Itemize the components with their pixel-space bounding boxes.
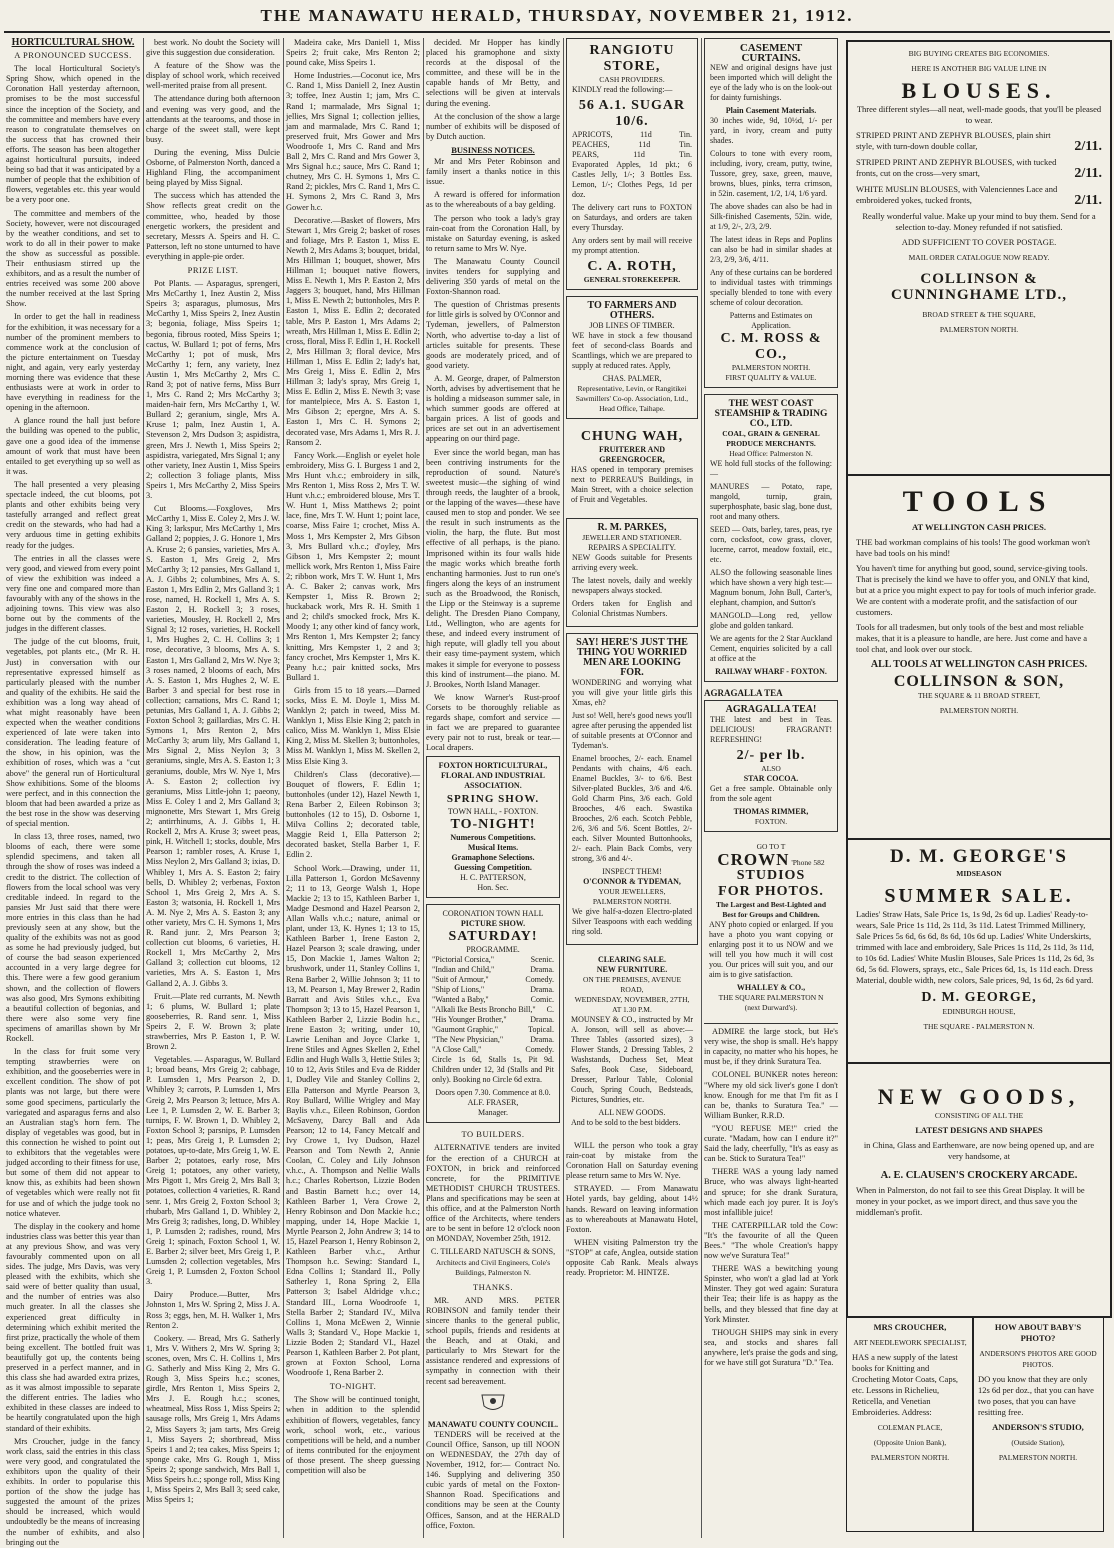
ad-line: Numerous Competitions. bbox=[450, 833, 536, 843]
agragalla-tea-ad bbox=[704, 700, 838, 832]
ad-signature: ALF. FRASER, bbox=[467, 1098, 519, 1108]
ad-subtitle: CASH PROVIDERS. bbox=[599, 75, 665, 84]
ad-paragraph: Evaporated Apples, 1d pkt.; 6 Castles Jelly, 1/-; 3 Bottles Ess. Lemon, 1/-; Clothes Pegs, 1d per doz. bbox=[572, 160, 692, 199]
ad-headline: 56 A.1. SUGAR 10/6. bbox=[578, 98, 686, 129]
programme-title: "The New Physician," bbox=[432, 1035, 504, 1045]
ad-signature: THOMAS RIMMER, bbox=[733, 807, 809, 817]
ad-line: Patterns and Estimates on Application. bbox=[729, 311, 813, 330]
ad-line: BROAD STREET & THE SQUARE, bbox=[922, 310, 1036, 319]
blouse-price: 2/11. bbox=[1074, 139, 1102, 154]
ad-paragraph: WE hold full stocks of the following:— bbox=[710, 459, 832, 478]
ad-title: CLEARING SALE. bbox=[597, 955, 666, 964]
ad-title: D. M. GEORGE'S bbox=[890, 846, 1068, 867]
ad-signature: WHALLEY & CO., bbox=[736, 983, 806, 993]
programme-kind: Drama. bbox=[530, 1035, 554, 1045]
article-paragraph: The local Horticultural Society's Spring Show, which opened in the Coronation Hall yesterday afternoon, promises to be the most successful since the inception of the Society, and the committee and members have every reason to congratulate themselves on the success that has crowned their efforts. The season has been altogether against horticultural pursuits, indeed being so bad that it was anticipated by a number of people that the exhibition of flowers, vegetables etc. this year would be a very poor one. bbox=[6, 64, 140, 205]
column-4 bbox=[426, 38, 560, 1538]
croucher-ad bbox=[846, 1316, 974, 1532]
article-paragraph: The judge of the cut blooms, fruit, vegetables, pot plants etc., (Mr R. H. Just) in conversation with our representative expressed himself as particularly pleased with the number and quality of the exhibits. He said the exhibition was a long way ahead of what might reasonably have been expected when the weather conditions experienced of late were taken into consideration. The leading feature of the show, in his opinion, was the exhibition of roses, which was a "cut above" the general run of Horticultural Show exhibitions. Some of the blooms were perfect, and in this connection the bloom that had been awarded a prize as the best rose in the show was deserving of special mention. bbox=[6, 637, 140, 829]
ad-title: NEW GOODS, bbox=[877, 1084, 1081, 1109]
article-paragraph: decided. Mr Hopper has kindly placed his gramophone and sixty records at the disposal of the committee, and these will be in the capable hands of Mr Betty, and selections will be given at intervals during the evening. bbox=[426, 38, 560, 108]
article-paragraph: At the conclusion of the show a large number of exhibits will be disposed of by Dutch auction. bbox=[426, 111, 560, 141]
tonight-heading: TO-NIGHT. bbox=[329, 1381, 377, 1392]
ad-paragraph: MANURES — Potato, rape, mangold, turnip, grain, superphosphate, basic slag, bone dust, root and many others. bbox=[710, 482, 832, 521]
blouse-price: 2/11. bbox=[1074, 193, 1102, 208]
programme-kind: Comic. bbox=[530, 995, 554, 1005]
programme-kind: Drama. bbox=[530, 1015, 554, 1025]
suratura-ads bbox=[704, 1023, 838, 1368]
ad-line: (Opposite Union Bank), bbox=[873, 1438, 947, 1447]
programme-kind: Comedy. bbox=[525, 975, 554, 985]
price-unit: Tin. bbox=[679, 130, 692, 139]
programme-list bbox=[432, 955, 554, 1055]
programme-title: "Indian and Child," bbox=[432, 965, 495, 975]
ad-signature: C. A. ROTH, bbox=[587, 259, 677, 274]
ad-signature: COLLINSON & SON, bbox=[893, 673, 1065, 690]
article-paragraph: The attendance during both afternoon and evening was very good, and the attendants at the tearooms, and those in charge of the sweet stall, were kept busy. bbox=[146, 94, 280, 144]
column-6 bbox=[704, 38, 838, 1538]
business-notices-heading: BUSINESS NOTICES. bbox=[451, 144, 535, 155]
programme-kind: C. bbox=[546, 1005, 554, 1015]
article-paragraph: Girls from 15 to 18 years.—Darned socks, Miss E. M. Doyle 1, Miss M. Wanklyn 2; patch in tweed, Miss M. Wanklyn 1, Miss Elsie King 2; patch in calico, Miss M. Wanklyn 1, Miss Elsie King 2, Miss M. Skellen 3; buttonholes, Miss M. Wanklyn 1, Miss M. Skellen 2, Miss Elsie King 3. bbox=[286, 685, 420, 766]
notice-paragraph: WILL the person who took a gray rain-coat by mistake from the Coronation Hall on Saturday evening please return same to Mrs W. Nye. bbox=[566, 1141, 698, 1181]
ad-line: THE SQUARE & 11 BROAD STREET, bbox=[917, 691, 1041, 700]
notice-paragraph: We know Warner's Rust-proof Corsets to be thoroughly reliable as regards shape, comfort and service — in fact we are prepared to guarantee every pair not to rust, break or tear.—Local drapers. bbox=[426, 692, 560, 753]
ad-line: Doors open 7.30. Commence at 8.0. bbox=[435, 1088, 551, 1098]
ad-line: THE SQUARE PALMERSTON N bbox=[718, 993, 824, 1003]
article-paragraph: Vegetables. — Asparagus, W. Bullard 1; broad beans, Mrs Greig 2; cabbage, P. Lumsden 1, Mrs Pearson 2, D. Whibley 3; carrots, P. Lumsden 1, Mrs Greig 2, Mrs Pearson 3; lettuce, Mrs A. Lee 1, P. Lumsden 2, W. E. Barber 3; turnips, F. W. Brown 1, D. Whibley 2, Foxton School 3; parsnips, P. Lumsden 1; peas, Mrs Greig 1, P. Lumsden 2; potatoes, up-to-date, Mrs Greig 1, W. E. Barber 2; potatoes, early rose, Mrs Greig 1; potatoes, any other variety, Mrs Pigott 1, Mrs Greig 2, Mrs Ball 3; potatoes, collection 4 varieties, R. Rand senr. 1, Mrs Greig 2, Foxton School 3; rhubarb, Mrs Galland 1, D. Whibley 2, Mrs Greig 3; radishes, long, D. Whibley 1, P. Lumsden 2; radishes, round, Mrs Greig 1; spinach, Foxton School 1, W. E. Barber 2; silver beet, Mrs Greig 1, P. Lumsden 2; collection vegetables, Mrs Greig 1, P. Lumsden 2, Foxton School 3. bbox=[146, 1055, 280, 1287]
programme-title: "A Close Call," bbox=[432, 1045, 482, 1055]
ad-line: GO TO T bbox=[756, 842, 786, 852]
article-paragraph: Fancy Work.—English or eyelet hole embroidery, Miss G. I. Burgess 1 and 2, Mrs Hunt v.h.c.; embroidery in silk, Mrs Renton 1, Miss Ross 2, Mrs T. W. Hunt v.h.c.; embroidered blouse, Mrs T. W. Hunt 1, Miss Matthews 2; point lace, fine, Mrs T. W. Hunt 1; point lace, coarse, Miss Faire 1; crochet, Miss A. Moss 1, Mrs Kempster 2, Mrs Gibson 3, Mrs Bullard v.h.c.; d'oyley, Mrs Gibson 1, Mrs Kempster 2; mount mellick work, Mrs Renton 1, Miss Faire 2; ribbon work, Mrs T. W. Hunt 1, Mrs A. C. Baker 2; canvas work, Mrs Kempster 1, Miss R. Brown 2; huckaback work, Mrs R. H. Smith 1 and 2; child's smocked frock, Mrs K. Moody 1; any other kind of fancy work, Mrs Renton 1, Mrs Kempster 2; fancy knitting, Mrs Kempster 1, 2 and 3; fancy crochet, Mrs Kempster 1, Mrs K. Peany h.c.; pair knitted socks, Mrs Bullard 1. bbox=[286, 450, 420, 682]
programme-item bbox=[432, 1045, 554, 1055]
ad-paragraph: DO you know that they are only 12s 6d per doz., that you can have two poses, that you can have resitting free. bbox=[978, 1374, 1094, 1417]
notice-paragraph: THERE WAS a bewitching young Spinster, who won't a glad lad at York Minster. They got wed again: Suratura their Tea; their life is as happy as the bells, and they blessed that fine day at York Minster. bbox=[704, 1264, 838, 1324]
programme-title: "Pictorial Corsica," bbox=[432, 955, 495, 965]
price-name: PEACHES, bbox=[572, 140, 610, 149]
notice-paragraph: Ever since the world began, man has been contriving instruments for the reproduction of sound. Nature's sweetest music—the sighing of wind through reeds, the laughter of a brook, or the lapping of the waves—these have caused men to stop and ponder. We see the result in such instruments as the violin, the harp, the flute. But most effective of all perhaps, is the piano. Imprisoned within its four walls hide the magic works which breathe forth enchanting harmonies. Just to run one's fingers along the keys of an instrument such as the Broadwood, the Ronisch, the Lipp or the Steinway is a supreme delight. The Dresden Piano Company, Ltd., Wellington, who are agents for these, and indeed every instrument of high repute, will gladly tell you about their easy time-payment system, which makes it simple for everyone to possess this kind of instrument—the piano. M. J. Brookes, North Island Manager. bbox=[426, 447, 560, 689]
blouse-description: STRIPED PRINT AND ZEPHYR BLOUSES, with tucked fronts, cut on the cross—very smart, bbox=[856, 157, 1057, 178]
notice-paragraph: COLONEL BUNKER notes hereon: "Where my old sick liver's gone I don't know. Enough for me that I'm fit as I can be, thanks to Suratura Tea." — William Bunker, R.R.D. bbox=[704, 1070, 838, 1120]
crown-studios-ad bbox=[704, 838, 838, 1017]
article-paragraph: Decorative.—Basket of flowers, Mrs Stewart 1, Mrs Greig 2; basket of roses and foliage, Mrs P. Easton 1, Miss E. Newth 2, Mrs Adams 3; bouquet, bridal, Mrs Hillman 1; bouquet, shower, Mrs Hillman 1; bouquet native flowers, Miss E. Newth 1, Mrs P. Easton 2, Mrs Jaggers 3; bouquet, hand, Mrs Hillman 1, Miss E. Newth 2; buttonholes, Mrs P. Easton 1, Miss E. Edlin 2; decorated table, Mrs P. Easton 1, Mrs Adams 2; wreath, Mrs Hillman 1, Miss E. Edlin 2; cross, floral, Miss F. Edlin 1, H. Rockell 2, Mrs Hillman 3; floral device, Mrs Hillman 1, Miss E. Edlin 2; lady's hat, Mrs Greig 1, Miss E. Edlin 2, Mrs Hillman 3; lady's spray, Mrs Greig 1, Miss E. Edlin 2, Miss E. Newth 3; vase for mantelpiece, Mrs A. S. Easton 1, Mrs Gibson 2; epergne, Mrs A. S. Easton 1, Mrs C. H. Symons 2; decorated vase, Mrs Adams 1, Mrs R. J. Ransom 2. bbox=[286, 215, 420, 447]
programme-item bbox=[432, 955, 554, 965]
ad-line: BIG BUYING CREATES BIG ECONOMIES. bbox=[908, 49, 1050, 58]
column-5 bbox=[566, 38, 698, 1538]
article-paragraph: The display in the cookery and home industries class was better this year than at any previous Show, and was very favourably commented upon on all sides. The judge, Mrs Davis, was very pleased with the exhibits, which she said were of better quality than usual, and the number of entries was also much greater. In all the classes she experienced great difficulty in determining which exhibit merited the first prize, practically the whole of them being excellent. The bottled fruit was beautifully got up, the contents being preserved in a perfect manner, and in this class she had awarded extra prizes, as it was almost impossible to separate the different entries. The ladies who exhibited in these classes are indeed to be heartily congratulated upon the high standard of their exhibits. bbox=[6, 1221, 140, 1433]
ad-line: FIRST QUALITY & VALUE. bbox=[725, 373, 817, 382]
ad-paragraph: Really wonderful value. Make up your mind to buy them. Send for a selection to-day. Money refunded if not satisfied. bbox=[862, 211, 1096, 232]
ad-paragraph: HAS opened in temporary premises next to PERREAU'S Buildings, in Main Street, with a choice selection of Fruit and Vegetables. bbox=[571, 465, 693, 504]
ad-line: Head Office: Palmerston N. bbox=[729, 449, 813, 458]
ad-title: FOXTON HORTICULTURAL, FLORAL AND INDUSTRIAL ASSOCIATION. bbox=[438, 761, 548, 791]
ad-headline: PICTURE SHOW. bbox=[460, 919, 526, 929]
ad-line: ON THE PREMISES, AVENUE ROAD, bbox=[582, 975, 682, 994]
ad-paragraph: And to be sold to the best bidders. bbox=[571, 1118, 681, 1127]
article-paragraph: School Work.—Drawing, under 11, Lilla Patterson 1, Gordon McSavenny 2; 11 to 13, George Walsh 1, Hope Mackie 2; 13 to 15, Kathleen Barber 1, Madge Desmond and Hazel Pearson 2, Allan Walls v.h.c.; nature, animal or plant, under 13, K. Hynes 1; 13 to 15, Kathleen Barber 1, Irene Easton 2, Hazel Pearson 3; scale drawing, under 15, Don Mackie 1, James Walton 2; brushwork, under 11, Stanley Collins 1, Rena Barber 2, Willie Johnson 3; 11 to 13, M. Pearson 1, May Brewer 2, Radin Barratt and Avis Stiles v.h.c., Eva Thompson 3; 13 to 15, Hazel Pearson 1, Kathleen Barber 2, Lizzie Bodin h.c., Irene Easton 3; writing, under 10, Lawrie Lenihan and Joyce Clarke 1, Irene Stiles and Agnes Skellen 2, Ethel Edlin and Hugh Walls 3, Hettie Stiles 3; 10 to 12, Avis Stiles and Eva de Ridder 1, Dudley Vile and Stanley Collins 2, Ella Patterson and Myrtle Pearson 3, Roy Bullard, Willie Wrigley and May Baylis v.h.c., Eileen Robinson, Gordon McSaveny, Darcy Ball and Ada Pearson; 12 to 14, Fancy Metcalf and Ivy Crowe 1, Ivy Dudson, Hazel Pearson and Tom Newth 2, Annie Coolan, C. Coley and Lily Johnson v.h.c., A. Thompson and Nellie Walls h.c.; Charles Robertson, Lizzie Boden and Bastin Barnett h.c.; over 14, Kathleen Barber 1, Vera Crowe 2, Henry Robinson and Don Mackie h.c.; mapping, under 14, Hope Mackie 1, Myrtle Pearson 2, John Andrew 3; 14 to 15, Hazel Pearson 1, Henry Robinson 2, Kathleen Barber v.h.c., Arthur Thompson h.c. Sewing: Standard I., Edna Collins 1; Standard II., Polly Satherley 1, Rona Spring 2, Ella Patterson 3; Isabel Aldridge v.h.c.; Standard III., Lorna Woodroofe 1, Stella Barber 2; Standard IV., Milva Collins 1, Mona McEwen 2, Winnie Walls 3; Standard V., Hope Mackie 1, Lizzie Boden 2; Standard VI., Hazel Pearson 1, Kathleen Barber 2. Pot plant, grown at Foxton School, Lorna Woodroofe 1, Rena Barber 2. bbox=[286, 863, 420, 1378]
programme-item bbox=[432, 975, 554, 985]
ad-headline: SPRING SHOW. bbox=[446, 793, 540, 806]
ad-title: HOW ABOUT BABY'S PHOTO? bbox=[994, 1322, 1082, 1343]
ad-paragraph: 30 inches wide, 9d, 10½d, 1/- per yard, in ivory, cream and putty shades. bbox=[710, 116, 832, 145]
ad-paragraph: WONDERING and worrying what you will give your little girls this Xmas, eh? bbox=[572, 678, 692, 707]
ad-paragraph: SEED — Oats, barley, tares, peas, rye corn, cocksfoot, cow grass, clover, lucerne, carrot, meadow foxtail, etc., etc. bbox=[710, 525, 832, 564]
spring-show-ad bbox=[426, 756, 560, 898]
programme-title: "Gaumont Graphic," bbox=[432, 1025, 499, 1035]
ad-line: The Largest and Best-Lighted and Best for Groups and Children. bbox=[715, 900, 826, 920]
price-row bbox=[572, 140, 692, 150]
programme-title: "Ship of Lions," bbox=[432, 985, 485, 995]
ad-line: PALMERSTON NORTH. bbox=[998, 1453, 1078, 1462]
ad-paragraph: ALSO the following seasonable lines which have shown a very high test:— Magnum bonum, John Bull, Carter's, elephant, champion, and Sutton's bbox=[710, 568, 832, 607]
ad-title: CORONATION TOWN HALL bbox=[442, 909, 544, 919]
ad-line: COLEMAN PLACE, bbox=[877, 1423, 943, 1432]
price-unit: Tin. bbox=[679, 140, 692, 149]
ad-paragraph: ANY photo copied or enlarged. If you have a photo you want copying or enlarging post it to us NOW and we will tell you how much it will cost you. Our prices will suit you, and our aim is to give satisfaction. bbox=[709, 920, 833, 980]
article-paragraph: The hall presented a very pleasing spectacle indeed, the cut blooms, pot plants and other exhibits being very tastefully arranged and reflect great credit on the stewards, who had had a very arduous time in getting exhibits ready for the judges. bbox=[6, 479, 140, 550]
column-divider bbox=[423, 38, 424, 1538]
ad-line: PALMERSTON NORTH. bbox=[731, 363, 811, 372]
article-paragraph: Children's Class (decorative).—Bouquet of flowers, F. Edlin 1; buttonholes (under 12), Hazel Newth 1, Rena Barber 2, Eileen Robinson 3; buttonholes (12 to 15), D. Osborne 1, Milva Collins 2; decorated table, Maggie Reid 1, Ella Patterson 2; decorated basket, Stella Barber 1, F. Edlin 2. bbox=[286, 769, 420, 860]
ad-paragraph: MANGOLD—Long red, yellow globe and golden tankard. bbox=[710, 611, 832, 630]
ad-paragraph: Colours to tone with every room, including, ivory, cream, putty, twine, Tussore, grey, saxe, green, mauve, browns, blues, pinks, terra crimson, in 52in. casement, 1/2, 1/4, 1/6 yard. bbox=[710, 149, 832, 198]
ad-paragraph: The latest novels, daily and weekly newspapers always stocked. bbox=[572, 576, 692, 595]
price-row bbox=[572, 130, 692, 140]
blouse-item bbox=[856, 184, 1102, 206]
ad-title: TO FARMERS AND OTHERS. bbox=[587, 300, 677, 321]
coat-of-arms-icon bbox=[426, 1391, 560, 1416]
headline-horticultural-show: HORTICULTURAL SHOW. bbox=[11, 37, 135, 48]
ad-paragraph: Ladies' Straw Hats, Sale Price 1s, 1s 9d, 2s 6d up. Ladies' Ready-to-wears, Sale Price 1s 11d, 2s 11d, 3s 11d. Latest Trimmed Millinery, Sale Prices 5s 6d, 6s 6d, 8s 6d, 10s 6d up. Ladies' White Underskirts, trimmed with lace and embroidery, Sale Prices 1s 11d, 2s 11d, 3s 11d, to 10s 6d. Ladies' White Muslin Blouses, Sale Prices 1s 11d, 2s 6d, 3s 6d, 5s 6d. Flowers, sprays, etc., Sale Prices 6d, 1s, 1s 11d each. Dress Material, double width, new colors, Sale prices, 9d, 1s 6d, 2s 6d yard. bbox=[856, 909, 1094, 985]
notice-paragraph: ADMIRE the large stock, but He's very wise, the shop is small. He's happy in capacity, no matter who his hopes, he must be, if they drink Suratura Tea. bbox=[704, 1027, 838, 1067]
programme-item bbox=[432, 1025, 554, 1035]
ad-paragraph: MOUNSEY & CO., instructed by Mr A. Jonson, will sell as above:— Three Tables (assorted sizes), 3 Flower Stands, 2 Dressing Tables, 2 Washstands, Duchess Set, Meat Safes, Book Case, Sideboard, Dresser, Parlour Table, Colonial Couch, Spring Couch, Bedsteads, Pictures, Sundries, etc. bbox=[571, 1015, 693, 1104]
programme-kind: Topical. bbox=[528, 1025, 554, 1035]
ad-subtitle: JEWELLER AND STATIONER. bbox=[582, 533, 682, 542]
ad-paragraph: THE latest and best in Teas. DELICIOUS! FRAGRANT! REFRESHING! bbox=[710, 715, 832, 745]
article-paragraph: Cut Blooms.—Foxgloves, Mrs McCarthy 1, Miss E. Coley 2, Mrs J. W. King 3; larkspur, Mrs McCarthy 1, Mrs Galland 2; poppies, J. G. Honore 1, Mrs A. Kruse 2; 6 pansies, varieties, Mrs A. S. Easton 1, Mrs Greig 2, Mrs McCarthy 3; 12 pansies, Mrs Galland 1, A. J. Gibbs 2; columbines, Mrs A. S. Easton 1, Mrs Edlin 2, Mrs Galland 3; 1 rose, named, H. Rockell 1, Mrs A. S. Easton 2, H. Rockell 3; 3 roses, varieties, Mousley, H. Rockell 2, Mrs Signal 3; 12 roses, varieties, H. Rockell 1, Mrs Hughes 2, C. H. Collins 3; 1 rose, decorative, 3 blooms, Mrs A. S. Easton 1, Mrs Galland 2, Mrs W. Nye 3; 3 roses named, 2 blooms of each, Mrs A. S. Easton 1, Mrs Hughes 2, W. E. Barber 3 and special for best rose in collection; carnations, Mrs C. Rand 1; petunias, Mrs Galland 1, A. J. Gibbs 2; Foxton School 3; gaillardias, Mrs C. H. Symons 1, Mrs Renton 2, Mrs McCarthy 3; arum lily, Mrs Galland 1, Mrs Signal 2, Miss Neylon 3; 3 geraniums, single, Mrs A. S. Easton 1; 3 geraniums, double, Mrs W. Nye 1, Mrs A. S. Easton 2; collection ivy geraniums, Miss Little-john 1; paeony, Miss E. Coley 1 and 2, Mrs Galland 3; mignonette, Mrs Stewart 1, Mrs Greig 2; antirrhinums, A. J. Gibbs 1, H. Rockell 2, Mrs A. Kruse 3; sweet peas, pink, H. Witchell 1; stocks, double, Mrs Pearson 1; rambler roses, A. Kruse 1, Miss Neylon 2, Mrs Galland 3; ixias, D. Whibley 1, Mrs A. S. Easton 2; fairy bells, D. Whibley 2; verbenas, Foxton School 1, Mrs Greig 2, Mrs A. S. Easton 3; watsonia, H. Rockell 1, Mrs A. M. Nye 2, Mrs A. S. Easton 3; any other variety, Mrs C. H. Symons 1, Mrs R. Rand junr. 2, Mrs Pearson 3; collection cut blooms, 6 varieties, H. Rockell 1, Mrs McCarthy 2, Mrs Galland 3; collection cut blooms, 12 varieties, Mrs A. S. Easton 1, Mrs Galland 2, A. J. Gibbs 3. bbox=[146, 504, 280, 988]
ad-line: ADD SUFFICIENT TO COVER POSTAGE. bbox=[901, 237, 1057, 247]
ad-signature: CHAS. PALMER, bbox=[602, 374, 662, 383]
article-paragraph: The Show will be continued tonight, when in addition to the splendid exhibition of flowers, vegetables, fancy work, school work, etc., various competitions will be held, and a number of items contributed for the enjoyment of those present. The sheep guessing competition will also be bbox=[286, 1395, 420, 1476]
new-goods-ad bbox=[846, 1062, 1112, 1318]
ad-signature-role: Hon. Sec. bbox=[477, 883, 509, 893]
ad-paragraph: We give half-a-dozen Electro-plated Silver Teaspoons with each wedding ring sold. bbox=[572, 907, 692, 936]
ad-paragraph: Any of these curtains can be bordered to individual tastes with trimmings specially blended to tone with every scheme of colour decoration. bbox=[710, 268, 832, 307]
programme-title: "Suit of Armour," bbox=[432, 975, 489, 985]
ad-subtitle: LATEST DESIGNS AND SHAPES bbox=[915, 1125, 1043, 1135]
article-paragraph: A feature of the Show was the display of school work, which received well-merited praise from all present. bbox=[146, 61, 280, 91]
column-2 bbox=[146, 38, 280, 1538]
article-paragraph: In class 13, three roses, named, two blooms of each, there were some splendid specimens, and taken all through the show of roses was indeed a credit to the district. The collection of flowers from the local school was very creditable indeed. In regard to the pansies Mr Just said that there were more entries in this class than he had previously seen at any show, but the quality of the exhibits was not as good as some he had previously judged, but of course the bad season experienced accounted in a very large degree for this. There were a few good geranium shown, and the collection of flowers was also good, Mrs Symons exhibiting a beautiful collection of begonias, and there were also some very fine specimens of amarillas shown by Mr Rockell. bbox=[6, 832, 140, 1043]
ad-headline: STAR COCOA. bbox=[743, 774, 799, 784]
ad-line: HERE IS ANOTHER BIG VALUE LINE IN bbox=[911, 64, 1047, 73]
ad-title: CHUNG WAH, bbox=[580, 429, 684, 444]
ad-paragraph: Get a free sample. Obtainable only from the sole agent bbox=[710, 784, 832, 804]
article-paragraph: During the evening, Miss Dulcie Osborne, of Palmerston North, danced a Highland Fling, the accompaniment being played by Miss Signal. bbox=[146, 147, 280, 188]
article-paragraph: A glance round the hall just before the building was opened to the public, gave one a good idea of the immense amount of work that must have been entailed to get everything up so well as it was. bbox=[6, 416, 140, 476]
chung-wah-ad bbox=[566, 425, 698, 512]
programme-kind: Drama. bbox=[530, 985, 554, 995]
ad-headline: SATURDAY! bbox=[448, 929, 538, 945]
blouse-description: WHITE MUSLIN BLOUSES, with Valenciennes Lace and embroidered yokes, tucked fronts, bbox=[856, 184, 1058, 205]
blouse-description: STRIPED PRINT AND ZEPHYR BLOUSES, plain shirt style, with turn-down double collar, bbox=[856, 130, 1051, 151]
ad-headline: FOR PHOTOS. bbox=[718, 884, 824, 900]
ad-paragraph: Three different styles—all neat, well-made goods, that you'll be pleased to wear. bbox=[856, 104, 1102, 125]
ad-title: BLOUSES. bbox=[901, 78, 1057, 103]
ad-subtitle: CONSISTING OF ALL THE bbox=[934, 1111, 1024, 1120]
ad-line: PALMERSTON NORTH. bbox=[939, 325, 1019, 334]
price-name: PEARS, bbox=[572, 150, 599, 159]
ad-title: TOOLS bbox=[902, 485, 1056, 518]
ad-label: AGRAGALLA TEA bbox=[704, 688, 783, 698]
article-paragraph: Home Industries.—Coconut ice, Mrs C. Rand 1, Miss Daniell 2, Inez Austin 3; toffee, Inez Austin 1; jam, Mrs C. Rand 1; marmalade, Mrs Signal 1; jellies, Mrs Signal 1; collection jellies, jam and marmalade, Mrs C. Rand 1; preserved fruit, Mrs Gower and Mrs Woodroofe 1, Mrs C. Rand and Mrs Ball 2, Mrs C. Rand and Mrs Gower 3, Mrs Signal h.c.; sauce, Mrs C. Rand 1; chutney, Mrs C. H. Symons 1, Mrs C. Rand 2; pickles, Mrs C. Rand 1, Mrs C. H. Symons 2, Mrs C. Rand 3, Mrs Gower h.c. bbox=[286, 71, 420, 212]
ad-line: Musical Items. bbox=[467, 843, 519, 853]
column-divider bbox=[563, 38, 564, 1538]
programme-kind: Scenic. bbox=[530, 955, 554, 965]
programme-item bbox=[432, 985, 554, 995]
programme-kind: Drama. bbox=[530, 965, 554, 975]
programme-item bbox=[432, 1015, 554, 1025]
article-paragraph: best work. No doubt the Society will give this suggestion due consideration. bbox=[146, 38, 280, 58]
article-paragraph: In order to get the hall in readiness for the exhibition, it was necessary for a number of the prominent members to commence work at the conclusion of the picture entertainment on Tuesday night, and again, very early yesterday morning there was evidence that these enthusiasts were at work in order to have everything in readiness for the opening in the afternoon. bbox=[6, 312, 140, 413]
prize-list-heading: PRIZE LIST. bbox=[187, 264, 239, 275]
timber-ad bbox=[566, 296, 698, 419]
ad-paragraph: Any orders sent by mail will receive my prompt attention. bbox=[572, 236, 692, 255]
ad-subtitle: JOB LINES OF TIMBER. bbox=[589, 321, 675, 330]
ad-headline: STUDIOS bbox=[736, 868, 806, 884]
masthead: THE MANAWATU HERALD, THURSDAY, NOVEMBER 21, 1912. bbox=[260, 6, 854, 25]
anderson-studio-ad bbox=[972, 1316, 1104, 1532]
rangiotu-store-ad bbox=[566, 38, 698, 290]
ad-paragraph: Circle 1s 6d, Stalls 1s, Pit 9d. Children under 12, 3d (Stalls and Pit only). Booking no Circle 6d extra. bbox=[432, 1055, 554, 1085]
notice-paragraph: THOUGH SHIPS may sink in every sea, and stocks and shares fall anywhere, let's praise the gods and sing, for we have still got Suratura "D." Tea. bbox=[704, 1327, 838, 1367]
notice-paragraph: Mr and Mrs Peter Robinson and family insert a thanks notice in this issue. bbox=[426, 157, 560, 187]
ad-title: CASEMENT CURTAINS. bbox=[739, 42, 803, 64]
notice-paragraph: The Manawatu County Council invites tenders for supplying and delivering 350 yards of metal on the Foxton-Shannon road. bbox=[426, 256, 560, 297]
ad-subtitle: MIDSEASON bbox=[956, 869, 1002, 878]
ad-line: EDINBURGH HOUSE, bbox=[942, 1007, 1016, 1016]
builders-heading: TO BUILDERS. bbox=[461, 1129, 525, 1140]
ad-signature: C. TILLEARD NATUSCH & SONS, bbox=[430, 1247, 556, 1257]
ad-line: PALMERSTON NORTH. bbox=[939, 706, 1019, 715]
column-1 bbox=[6, 37, 140, 1547]
ad-title: THE WEST COAST STEAMSHIP & TRADING CO., LTD. bbox=[714, 399, 828, 429]
ad-line: PALMERSTON NORTH. bbox=[870, 1453, 950, 1462]
programme-item bbox=[432, 1035, 554, 1045]
masthead-rule bbox=[4, 31, 1110, 33]
ad-paragraph: KINDLY read the following:— bbox=[572, 85, 673, 94]
ad-paragraph: THE bad workman complains of his tools! The good workman won't have bad tools on his mind! bbox=[856, 537, 1091, 558]
ad-title: AGRAGALLA TEA! bbox=[725, 704, 817, 716]
notice-paragraph: A reward is offered for information as to the whereabouts of a bay gelding. bbox=[426, 190, 560, 210]
ad-line: ALL NEW GOODS. bbox=[598, 1108, 666, 1117]
article-paragraph: Fruit.—Plate red currants, M. Newth 1; 6 plums, W. Bullard 1; plate gooseberries, R. Rand senr. 1, Miss Speirs 2, F. W. Brown 3; plate strawberries, Mrs P. Easton 1, P. W. Brown 2. bbox=[146, 991, 280, 1052]
ad-line: PALMERSTON NORTH. bbox=[592, 897, 672, 906]
ad-paragraph: Enamel brooches, 2/- each. Enamel Pendants with chains, 4/6 each. Enamel Buckles, 3/- to 6/6. Best Silver-plated Buckles, 3/6 and 4/6. Gold Charm Pins, 3/6 each. Gold Brooches, 4/6 each. Swastika Brooches, 2/6 each. Scotch Pebble, 2/6, 3/6 and 5/6. Scent Bottles, 2/- each. Silver Mounted Buttonhooks, 2/- each. Plain Back Combs, very strong, 3/6 and 4/-. bbox=[572, 754, 692, 863]
ad-signature: COLLINSON & CUNNINGHAME LTD., bbox=[890, 271, 1068, 303]
blouse-item bbox=[856, 130, 1102, 152]
council-title: MANAWATU COUNTY COUNCIL. bbox=[427, 1419, 559, 1429]
ad-subtitle: FRUITERER AND GREENGROCER, bbox=[598, 445, 665, 464]
ad-line: ALSO bbox=[761, 764, 781, 774]
ad-title: SAY! HERE'S JUST THE THING YOU WORRIED MEN ARE LOOKING FOR. bbox=[576, 637, 688, 678]
ad-signature-role: Manager. bbox=[478, 1108, 508, 1118]
ad-signature: A. E. CLAUSEN'S CROCKERY ARCADE. bbox=[880, 1170, 1078, 1181]
casement-curtains-ad bbox=[704, 38, 838, 388]
column-divider bbox=[701, 38, 702, 1538]
ad-line: WEDNESDAY, NOVEMBER, 27TH, AT 1.30 P.M. bbox=[574, 995, 690, 1014]
ad-signature: D. M. GEORGE, bbox=[921, 990, 1037, 1005]
ad-title: RANGIOTU STORE, bbox=[589, 43, 675, 74]
price-price: 11d bbox=[633, 150, 645, 159]
ad-paragraph: The above shades can also be had in Silk-finished Casements, 52in. wide, at 1/9, 2/-, 2/3, 2/9. bbox=[710, 202, 832, 231]
ad-paragraph: We are agents for the 2 Star Auckland Cement, enquiries solicited by a call at office at the bbox=[710, 634, 832, 663]
ad-title: CROWN bbox=[717, 850, 790, 870]
ad-signature-role: GENERAL STOREKEEPER. bbox=[583, 275, 681, 284]
article-paragraph: Dairy Produce.—Butter, Mrs Johnston 1, Mrs W. Spring 2, Miss J. A. Ross 3; eggs, hen, M. H. Walker 1, Mrs Renton 2. bbox=[146, 1290, 280, 1330]
programme-title: "His Younger Brother," bbox=[432, 1015, 507, 1025]
ad-paragraph: WE have in stock a few thousand feet of second-class Boards and Scantlings, which we are prepared to supply at reduced rates. Apply, bbox=[572, 331, 692, 370]
ad-paragraph: Orders taken for English and Colonial Christmas Numbers. bbox=[572, 599, 692, 618]
west-coast-steamship-ad bbox=[704, 394, 838, 682]
ad-line: REPAIRS A SPECIALITY. bbox=[588, 543, 676, 552]
notice-paragraph: TENDERS will be received at the Council Office, Sanson, up till NOON on WEDNESDAY, the 27th day of November, 1912, for:— Contract No. 146. Supplying and delivering 350 cubic yards of metal on the Foxton-Shannon Road. Specifications and conditions may be seen at the County Offices, Sanson, and at the HERALD office, Foxton. bbox=[426, 1429, 560, 1530]
programme-item bbox=[432, 995, 554, 1005]
blouse-item bbox=[856, 157, 1102, 179]
parkes-ad bbox=[566, 518, 698, 627]
ad-line: Architects and Civil Engineers, Cole's Buildings, Palmerston N. bbox=[435, 1257, 551, 1277]
ad-headline: SUMMER SALE. bbox=[884, 885, 1074, 907]
notice-paragraph: THE CATERPILLAR told the Cow: "It's the favourite of all the Queen Bees." "The whole Creation's happy now we've Suratura Tea!" bbox=[704, 1220, 838, 1261]
notice-paragraph: STRAYED. — From Manawatu Hotel yards, bay gelding, about 14½ hands. Reward on leaving information as to whereabouts at Manawatu Hotel, Foxton. bbox=[566, 1184, 698, 1234]
phone-number: 'Phone 582 bbox=[791, 858, 825, 868]
ad-line: (next Durward's). bbox=[744, 1003, 798, 1013]
ad-subtitle: COAL, GRAIN & GENERAL PRODUCE MERCHANTS. bbox=[722, 429, 820, 448]
ad-subtitle: Plain Casement Materials. bbox=[725, 106, 817, 115]
notice-paragraph: MR. AND MRS. PETER ROBINSON and family tender their sincere thanks to the general public, school pupils, friends and residents at the Beach, and at Otaki, and particularly to Mrs Stewart for the assistance rendered and expressions of sympathy in connection with their recent sad bereavement. bbox=[426, 1295, 560, 1386]
blouses-ad bbox=[846, 40, 1112, 476]
notice-paragraph: The question of Christmas presents for little girls is solved by O'Connor and Tydeman, jewellers, of Palmerston North, who advertise to-day a list of articles suitable for presents. These goods are moderately priced, and of good variety. bbox=[426, 300, 561, 370]
programme-title: "Wanted a Baby," bbox=[432, 995, 489, 1005]
ad-line: Representative, Levin, or Rangitikei Sawmillers' Co-op. Association, Ltd., Head Office, Taihape. bbox=[575, 384, 689, 413]
ad-signature: H. C. PATTERSON, bbox=[460, 873, 526, 883]
ad-signature: O'CONNOR & TYDEMAN, bbox=[583, 877, 681, 886]
ad-signature: C. M. ROSS & CO., bbox=[720, 331, 822, 362]
ad-line: RAILWAY WHARF - FOXTON. bbox=[715, 667, 827, 676]
ad-title: MRS CROUCHER, bbox=[873, 1322, 947, 1332]
programme-item bbox=[432, 965, 554, 975]
tools-ad bbox=[846, 474, 1112, 840]
ad-paragraph: in China, Glass and Earthenware, are now being opened up, and are very handsome, at bbox=[863, 1140, 1095, 1161]
ad-line: TOWN HALL, - FOXTON. bbox=[447, 807, 539, 817]
column-3 bbox=[286, 38, 420, 1538]
ad-headline: 2/- per lb. bbox=[736, 748, 806, 764]
article-paragraph: In the class for fruit some very tempting strawberries were on exhibition, and the gooseberries were in excellent condition. The show of pot plants was not large, but there were some good specimens, particularly the variegated and asparagus ferns and also an Australian stag's horn fern. The display of vegetables was good, but in this connection he wished to point out to exhibitors that the vegetables were judged according to their fitness for use, but some of them did not appear to know this, as exhibits had been shown of vegetables which were really not fit for use and of which the judge took no notice whatever. bbox=[6, 1047, 140, 1218]
ad-subtitle: ANDERSON'S PHOTOS ARE GOOD PHOTOS. bbox=[979, 1349, 1097, 1369]
blouse-price: 2/11. bbox=[1074, 166, 1102, 181]
blouse-list bbox=[856, 130, 1102, 206]
ad-line: Gramaphone Selections. bbox=[451, 853, 535, 863]
price-name: APRICOTS, bbox=[572, 130, 613, 139]
ad-paragraph: When in Palmerston, do not fail to see this Great Display. It will be money in your pocket, as we import direct, and thus save you the middleman's profit. bbox=[856, 1185, 1085, 1217]
ad-line: INSPECT THEM! bbox=[602, 867, 662, 876]
article-paragraph: The success which has attended the Show reflects great credit on the committee, who, headed by those energetic workers, the president and secretary, Messrs A. Speirs and H. C. Patterson, left no stone unturned to have everything in apple-pie order. bbox=[146, 191, 280, 261]
ad-headline: TO-NIGHT! bbox=[450, 817, 536, 833]
ad-line: PROGRAMME. bbox=[466, 945, 520, 955]
ad-line: ALL TOOLS AT WELLINGTON CASH PRICES. bbox=[870, 659, 1088, 670]
ad-line: YOUR JEWELLERS, bbox=[598, 887, 666, 896]
notice-paragraph: WHEN visiting Palmerston try the "STOP" at cafe, Anglea, outside station opposite Cab Rank. Meals always ready. Proprietor: M. HINTZE. bbox=[566, 1237, 698, 1278]
price-unit: Tin. bbox=[679, 150, 692, 159]
price-price: 11d bbox=[640, 130, 652, 139]
notice-paragraph: ALTERNATIVE tenders are invited for the erection of a CHURCH at FOXTON, in brick and reinforced concrete, for the PRIMITIVE METHODIST CHURCH TRUSTEES. Plans and specifications may be seen at this office, and at the Palmerston North office of the Architects, where tenders are to be sent in before 12 o'clock noon on MONDAY, November 25th, 1912. bbox=[426, 1143, 560, 1244]
article-paragraph: Mrs Croucher, judge in the fancy work class, said the entries in this class were very good, and congratulated the exhibitors upon the quality of their exhibits. In order to popularise this portion of the show the judge has suggested the amount of the prizes should be increased, which would undoubtedly be the means of increasing the number of exhibits, and also bringing out the bbox=[6, 1436, 140, 1547]
ad-signature: ANDERSON'S STUDIO, bbox=[992, 1422, 1084, 1432]
george-sale-ad bbox=[846, 838, 1112, 1064]
clearing-sale-ad bbox=[566, 951, 698, 1135]
ad-line: Guessing Competition. bbox=[454, 863, 532, 873]
price-row bbox=[572, 150, 692, 160]
programme-title: "Alkali Ike Bests Broncho Bill," bbox=[432, 1005, 536, 1015]
article-paragraph: The entries in all the classes were very good, and viewed from every point of view the exhibition was indeed a very fine one and compared more than favourably with any of the shows in the adjoining towns. This view was also borne out by the comments of the judges in the different classes. bbox=[6, 553, 140, 634]
ad-paragraph: The latest ideas in Reps and Poplins can also be had in similar shades at 2/3, 2/9, 3/6, 4/11. bbox=[710, 235, 832, 264]
subhead-success: A PRONOUNCED SUCCESS. bbox=[14, 50, 132, 61]
ad-paragraph: You haven't time for anything but good, sound, service-giving tools. That is precisely the kind we have to offer you, and ONLY that kind, but at a price you might expect to pay for tools of much inferior grade. We are content with a moderate profit, and the satisfaction of our customers. bbox=[856, 563, 1097, 617]
ad-paragraph: NEW and original designs have just been imported which will delight the eye of the lady who is on the look-out for dainty furnishings. bbox=[710, 63, 832, 102]
ad-subtitle: NEW FURNITURE. bbox=[596, 965, 668, 974]
column-divider bbox=[143, 38, 144, 1538]
price-list bbox=[572, 130, 692, 160]
ad-line: FOXTON. bbox=[754, 817, 788, 827]
article-paragraph: Madeira cake, Mrs Daniell 1, Miss Speirs 2; fruit cake, Mrs Renton 2; pound cake, Miss Speirs 1. bbox=[286, 38, 420, 68]
picture-show-ad bbox=[426, 904, 560, 1123]
ad-paragraph: Tools for all tradesmen, but only tools of the best and most reliable makes, that it is a pleasure to handle, are here. Just come and have a tool chat, and look over our stock. bbox=[856, 622, 1088, 654]
column-divider bbox=[283, 38, 284, 1538]
notice-paragraph: THERE WAS a young lady named Bruce, who was always light-hearted and spruce; for she drank Suratura, which made each joy purer. It is Joy's most infallible juice! bbox=[704, 1167, 838, 1217]
ad-paragraph: The delivery cart runs to FOXTON on Saturdays, and orders are taken every Thursday. bbox=[572, 203, 692, 232]
ad-line: THE SQUARE - PALMERSTON N. bbox=[923, 1022, 1035, 1031]
programme-item bbox=[432, 1005, 554, 1015]
programme-kind: Comedy. bbox=[525, 1045, 554, 1055]
notice-paragraph: A. M. George, draper, of Palmerston North, advises by advertisement that he is holding a midseason summer sale, in which summer goods are offered at bargain prices. A list of goods and prices are set out in an advertisement appearing on our third page. bbox=[426, 373, 560, 444]
jewellers-ad bbox=[566, 633, 698, 945]
article-paragraph: Cookery. — Bread, Mrs G. Satherly 1, Mrs V. Withers 2, Mrs W. Spring 3; scones, oven, Mrs C. H. Collins 1, Mrs G. Satherly and Miss King 2, Mrs G. Rough 3, Miss Speirs h.c.; scones, girdle, Mrs Renton 1, Miss Speirs 2, Mrs J. E. Rough h.c.; scones, wheatmeal, Miss Ross 1, Miss Speirs 2; sausage rolls, Mrs Greig 1, Mrs Adams 2, Miss Sayers 3; jam tarts, Mrs Greig 1, Miss Sayers 2; shortbread, Miss Speirs 1 and 2; tea cakes, Miss Speirs 1; sponge cake, Mrs G. Rough 1, Miss Speirs 2; sponge sandwich, Mrs Ball 1, Miss Speirs h.c.; sponge roll, Miss King 1, Miss Speirs 2, Mrs Ball 3; seed cake, Miss Speirs 1; bbox=[146, 1333, 280, 1505]
notice-paragraph: "YOU REFUSE ME!" cried the curate. "Madam, how can I endure it?" Said the lady, cheerfully, "It's as easy as can be. Stick to Suratura Tea!" bbox=[704, 1123, 838, 1164]
ad-subtitle: AT WELLINGTON CASH PRICES. bbox=[912, 522, 1046, 532]
ad-line: MAIL ORDER CATALOGUE NOW READY. bbox=[908, 253, 1050, 262]
ad-subtitle: ART NEEDLEWORK SPECIALIST, bbox=[853, 1338, 967, 1347]
ad-paragraph: Just so! Well, here's good news you'll agree after perusing the appended list of suitable presents at O'Connor and Tydeman's. bbox=[572, 711, 692, 750]
price-price: 11d bbox=[638, 140, 651, 149]
ad-line: (Outside Station), bbox=[1011, 1438, 1065, 1447]
ad-paragraph: NEW Goods suitable for Presents arriving every week. bbox=[572, 553, 692, 572]
ad-paragraph: HAS a new supply of the latest books for Knitting and Crocheting Motor Coats, Caps, etc. Lessons in Richelieu, Reticella, and Venetian Embroideries. Address: bbox=[852, 1352, 959, 1417]
notice-paragraph: The person who took a lady's gray rain-coat from the Coronation Hall, by mistake on Saturday evening, is asked to return same to Mrs W. Nye. bbox=[426, 213, 560, 253]
article-paragraph: Pot Plants. — Asparagus, sprengeri, Mrs McCarthy 1, Inez Austin 2, Miss Speirs 3; asparagus, plumosus, Mrs McCarthy 1, Miss Speirs 2, Inez Austin 3; begonia, foliage, Miss Speirs 1; begonia, fibrous rooted, Miss Speirs 1; cactus, W. Bullard 1; pot of ferns, Mrs McCarthy 1; pot of musk, Mrs McCarthy 1; fern, any variety, Inez Austin 1, Mrs McCarthy 2, Mrs C. Rand 3; pot of native ferns, Miss Burr 1, Mrs C. Rand 2; Mrs McCarthy 3; maiden-hair fern, Mrs McCarthy 1, W. Bullard 2; geranium, single, Mrs A. Kruse 1; palm, Inez Austin 1, A. Stevenson 2, Mrs Dudson 3; aspidistra, green, Mrs J. Newth 1, Miss Speirs 2; aspidistra, variegated, Mrs Signal 1; any other variety, Inez Austin 1, Miss Speirs 2; collection 3 foliage plants, Miss Speirs 1, Mrs McCarthy 2, Miss Speirs 3. bbox=[146, 279, 280, 501]
ad-title: R. M. PARKES, bbox=[597, 522, 667, 533]
thanks-heading: THANKS. bbox=[472, 1281, 514, 1292]
article-paragraph: The committee and members of the Society, however, were not discouraged by the weather conditions, and set to work to do all in their power to make the show as successful as possible. Their enthusiasm stirred up the exhibitors, and as a result the number of entries received was some 200 above the number received at the last Spring Show. bbox=[6, 208, 140, 309]
